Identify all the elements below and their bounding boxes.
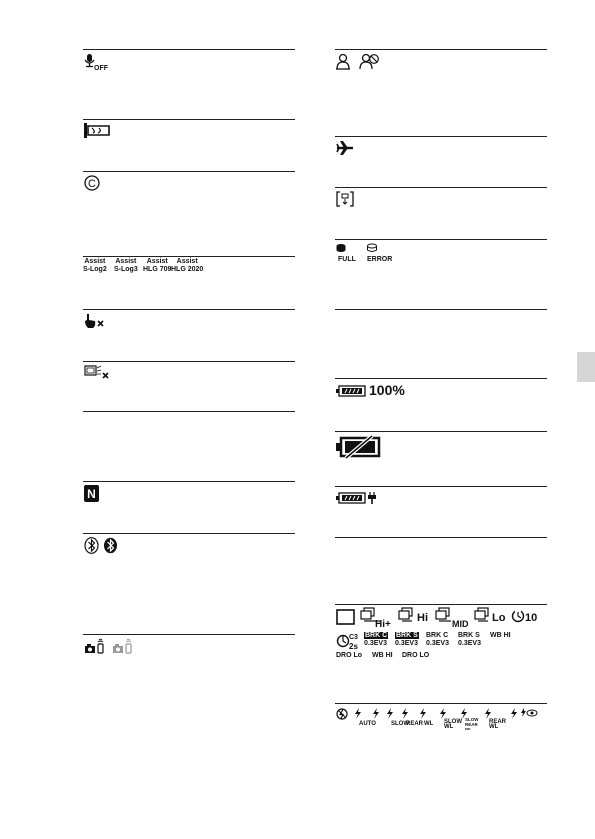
battery-full-icon <box>336 384 368 398</box>
card-icon <box>336 191 354 207</box>
red-eye-icon <box>521 708 537 717</box>
flash-mode-icon <box>387 708 393 719</box>
rule-left-4 <box>83 256 295 257</box>
brk-dro-label: DRO Lo <box>336 652 363 659</box>
drive-single-icon <box>336 609 356 625</box>
timer-brk-wb-icon <box>372 652 393 660</box>
timer-brk-s-ev: 0.3EV3 <box>458 640 481 647</box>
timer-brk-c-icon <box>426 632 449 648</box>
brk-s-ev: 0.3EV3 <box>395 640 418 647</box>
assist-word: Assist <box>115 258 137 265</box>
rule-right-3 <box>335 187 547 188</box>
drive-hi-plus-icon <box>360 607 396 629</box>
flash-mode-label: SLOW <box>465 717 479 722</box>
nfc-icon <box>84 485 99 502</box>
brk-wb-icon <box>490 632 511 640</box>
rule-left-3 <box>83 171 295 172</box>
flash-mode-label: WL <box>444 724 454 730</box>
drive-lo-icon <box>474 607 510 629</box>
flash-mode-row <box>336 708 546 730</box>
flash-mode-label: SLOW <box>444 719 462 725</box>
media-error-label: ERROR <box>367 256 393 263</box>
flash-mode-icon <box>485 708 491 719</box>
drive-hi-plus-label: Hi+ <box>375 619 391 629</box>
camera-phone-disconnected-icon <box>112 638 134 654</box>
brk-c-ev: 0.3EV3 <box>364 640 387 647</box>
self-timer-cont-label: 2s <box>349 642 358 651</box>
rule-right-1 <box>335 49 547 50</box>
flash-mode-icon <box>402 708 408 719</box>
rule-right-4 <box>335 239 547 240</box>
timer-brk-wb-label: WB HI <box>372 652 393 659</box>
timer-brk-dro-icon <box>402 652 429 660</box>
gamma-assist-3 <box>143 258 171 274</box>
media-error-icon <box>366 243 396 263</box>
battery-empty-icon <box>336 435 382 459</box>
svg-text:C3: C3 <box>349 634 358 641</box>
gamma-assist-4 <box>171 258 203 274</box>
face-register-icon <box>336 53 384 71</box>
bluetooth-connected-icon <box>84 537 99 554</box>
rule-right-10 <box>335 604 547 605</box>
rule-left-2 <box>83 119 295 120</box>
battery-percent: 100% <box>369 382 405 398</box>
assist-word: Assist <box>146 258 168 265</box>
brk-wb-label: WB HI <box>490 632 511 639</box>
flash-mode-icon <box>373 708 379 719</box>
rule-right-5 <box>335 309 547 310</box>
rule-right-2 <box>335 136 547 137</box>
nfc-letter: N <box>87 487 96 501</box>
flash-mode-label: REAR <box>465 722 478 727</box>
gamma-label: HLG 709 <box>143 266 172 273</box>
brk-s-label: BRK S <box>396 632 418 639</box>
rule-left-9 <box>83 533 295 534</box>
timer-brk-c-ev: 0.3EV3 <box>426 640 449 647</box>
gamma-assist-1 <box>83 258 107 274</box>
rule-right-11 <box>335 703 547 704</box>
flag-icon <box>84 123 112 138</box>
rule-left-8 <box>83 481 295 482</box>
svg-text:C: C <box>88 178 96 190</box>
copyright-icon <box>84 175 100 191</box>
airplane-icon <box>336 140 354 156</box>
rule-right-6 <box>335 378 547 379</box>
brk-c-label: BRK C <box>365 632 388 639</box>
rule-left-7 <box>83 411 295 412</box>
rule-left-10 <box>83 634 295 635</box>
gamma-label: HLG 2020 <box>171 266 204 273</box>
flash-mode-label: SLOW <box>391 721 409 727</box>
drive-mid-icon <box>435 607 473 629</box>
flash-mode-icon <box>440 708 446 719</box>
camera-phone-connected-icon <box>84 638 106 654</box>
brk-c-icon <box>364 632 388 648</box>
self-timer-label: 10 <box>525 612 538 624</box>
assist-word: Assist <box>176 258 198 265</box>
gamma-label: S-Log3 <box>114 266 138 273</box>
media-full-label: FULL <box>338 256 356 263</box>
display-off-icon <box>84 365 112 380</box>
drive-hi-icon <box>398 607 432 629</box>
flash-mode-label: WL <box>465 727 472 730</box>
flash-mode-label: WL <box>424 721 434 727</box>
flash-mode-label: AUTO <box>359 721 376 727</box>
rule-right-9 <box>335 537 547 538</box>
timer-brk-s-icon <box>458 632 481 648</box>
self-timer-cont-icon <box>336 631 360 651</box>
flash-mode-icon <box>355 708 361 719</box>
flash-mode-icon <box>420 708 426 719</box>
flash-mode-label: REAR <box>489 719 507 725</box>
drive-mid-label: MID <box>452 619 469 629</box>
brk-dro-icon <box>336 652 362 660</box>
brk-s-icon <box>395 632 419 648</box>
timer-brk-c-label: BRK C <box>426 632 449 639</box>
battery-charging-icon <box>336 491 380 505</box>
rule-left-5 <box>83 309 295 310</box>
media-full-icon <box>336 243 362 263</box>
rule-right-7 <box>335 431 547 432</box>
mic-off-label: OFF <box>94 65 108 71</box>
flash-off-icon <box>337 709 347 719</box>
flash-mode-icon <box>511 708 517 719</box>
drive-hi-label: Hi <box>417 612 428 624</box>
flash-mode-label: WL <box>489 724 499 730</box>
flash-mode-label: REAR <box>406 721 424 727</box>
timer-brk-s-label: BRK S <box>458 632 480 639</box>
rule-right-8 <box>335 486 547 487</box>
mic-off-icon <box>84 53 110 71</box>
section-tab <box>577 352 595 382</box>
touch-off-icon <box>84 313 106 329</box>
bluetooth-disconnected-icon <box>103 537 118 554</box>
gamma-assist-2 <box>114 258 138 274</box>
rule-left-1 <box>83 49 295 50</box>
gamma-label: S-Log2 <box>83 266 107 273</box>
assist-word: Assist <box>84 258 106 265</box>
rule-left-6 <box>83 361 295 362</box>
self-timer-icon <box>511 607 547 625</box>
drive-lo-label: Lo <box>492 612 506 624</box>
timer-brk-dro-label: DRO LO <box>402 652 430 659</box>
